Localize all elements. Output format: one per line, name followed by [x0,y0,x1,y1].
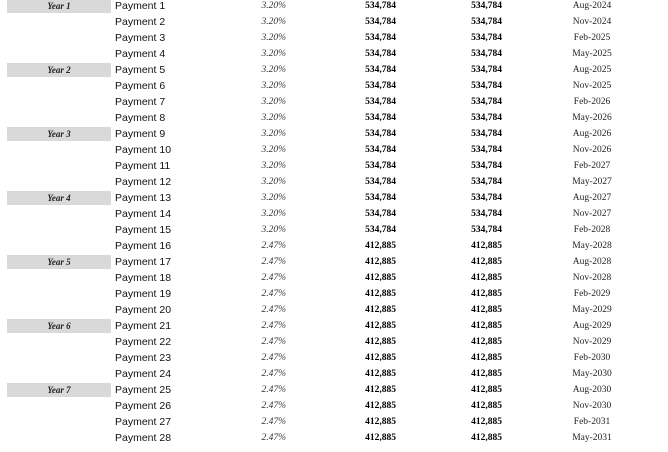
amount-value-2: 534,784 [471,177,502,187]
payment-date: Aug-2028 [572,257,612,267]
rate-value: 2.47% [261,257,286,267]
rate-value: 3.20% [261,193,286,203]
payment-label: Payment 18 [115,272,172,284]
table-row [0,62,668,78]
payment-label: Payment 21 [115,320,172,332]
payment-date: Aug-2030 [572,385,612,395]
payment-label: Payment 28 [115,432,172,444]
amount-value: 412,885 [365,385,396,395]
rate-value: 3.20% [261,129,286,139]
table-row [0,254,668,270]
year-label: Year 5 [7,255,111,269]
rate-value: 2.47% [261,353,286,363]
table-row [0,350,668,366]
payment-date: May-2025 [572,49,612,59]
amount-value: 534,784 [365,97,396,107]
amount-value: 412,885 [365,305,396,315]
amount-value-2: 534,784 [471,129,502,139]
table-row [0,286,668,302]
payment-date: Feb-2029 [573,289,611,299]
table-row [0,14,668,30]
amount-value: 534,784 [365,225,396,235]
amount-value-2: 412,885 [471,273,502,283]
payment-date: May-2028 [572,241,612,251]
amount-value: 412,885 [365,417,396,427]
payment-label: Payment 26 [115,400,172,412]
payment-date: Feb-2031 [573,417,611,427]
payment-label: Payment 12 [115,176,172,188]
rate-value: 3.20% [261,49,286,59]
rate-value: 3.20% [261,177,286,187]
rate-value: 3.20% [261,33,286,43]
table-row [0,174,668,190]
rate-value: 2.47% [261,321,286,331]
table-row [0,414,668,430]
payment-label: Payment 23 [115,352,172,364]
amount-value-2: 534,784 [471,49,502,59]
amount-value: 534,784 [365,49,396,59]
amount-value-2: 412,885 [471,289,502,299]
year-label: Year 1 [7,0,111,13]
payment-date: Aug-2026 [572,129,612,139]
rate-value: 2.47% [261,385,286,395]
table-row [0,110,668,126]
amount-value: 534,784 [365,209,396,219]
payment-label: Payment 14 [115,208,172,220]
payment-label: Payment 20 [115,304,172,316]
rate-value: 2.47% [261,273,286,283]
payment-date: May-2030 [572,369,612,379]
rate-value: 3.20% [261,145,286,155]
amount-value-2: 412,885 [471,321,502,331]
payment-label: Payment 8 [115,112,166,124]
payment-date: Feb-2030 [573,353,611,363]
payment-label: Payment 16 [115,240,172,252]
rate-value: 2.47% [261,305,286,315]
table-row [0,398,668,414]
rate-value: 2.47% [261,417,286,427]
payment-label: Payment 11 [115,160,171,172]
amount-value-2: 534,784 [471,209,502,219]
rate-value: 3.20% [261,17,286,27]
payment-label: Payment 15 [115,224,172,236]
payment-label: Payment 1 [115,0,166,12]
payment-date: Feb-2027 [573,161,611,171]
rate-value: 2.47% [261,401,286,411]
table-row [0,382,668,398]
payment-date: Nov-2029 [572,337,612,347]
payment-date: Nov-2028 [572,273,612,283]
payment-date: Feb-2028 [573,225,611,235]
payment-label: Payment 3 [115,32,166,44]
table-row [0,142,668,158]
rate-value: 2.47% [261,289,286,299]
payment-label: Payment 27 [115,416,172,428]
table-row [0,30,668,46]
amount-value-2: 534,784 [471,1,502,11]
table-row [0,222,668,238]
amount-value-2: 534,784 [471,65,502,75]
amount-value: 412,885 [365,273,396,283]
amount-value-2: 534,784 [471,33,502,43]
year-label: Year 3 [7,127,111,141]
payment-date: Feb-2025 [573,33,611,43]
payment-label: Payment 5 [115,64,166,76]
amount-value: 534,784 [365,129,396,139]
amount-value-2: 534,784 [471,17,502,27]
table-row [0,238,668,254]
payment-label: Payment 24 [115,368,172,380]
amount-value: 534,784 [365,1,396,11]
amount-value-2: 412,885 [471,433,502,443]
table-row [0,94,668,110]
amount-value-2: 412,885 [471,369,502,379]
payment-label: Payment 9 [115,128,166,140]
amount-value: 412,885 [365,289,396,299]
amount-value: 412,885 [365,353,396,363]
amount-value: 534,784 [365,177,396,187]
amount-value-2: 412,885 [471,305,502,315]
table-row [0,318,668,334]
table-row [0,206,668,222]
table-row [0,302,668,318]
payment-date: Aug-2029 [572,321,612,331]
payment-date: Nov-2025 [572,81,612,91]
rate-value: 2.47% [261,337,286,347]
table-row [0,430,668,446]
amount-value-2: 412,885 [471,417,502,427]
amount-value: 534,784 [365,81,396,91]
amount-value-2: 534,784 [471,193,502,203]
table-row [0,270,668,286]
payment-label: Payment 25 [115,384,172,396]
table-row [0,46,668,62]
table-row [0,0,668,14]
payment-label: Payment 19 [115,288,172,300]
rate-value: 3.20% [261,113,286,123]
payment-date: Aug-2027 [572,193,612,203]
table-row [0,78,668,94]
amount-value-2: 534,784 [471,225,502,235]
year-label: Year 2 [7,63,111,77]
amount-value-2: 534,784 [471,161,502,171]
rate-value: 3.20% [261,1,286,11]
year-label: Year 7 [7,383,111,397]
payment-label: Payment 13 [115,192,172,204]
rate-value: 2.47% [261,369,286,379]
rate-value: 3.20% [261,161,286,171]
amount-value: 534,784 [365,145,396,155]
amount-value-2: 534,784 [471,97,502,107]
amount-value-2: 412,885 [471,353,502,363]
amount-value: 534,784 [365,33,396,43]
rate-value: 3.20% [261,209,286,219]
amount-value: 412,885 [365,241,396,251]
payment-label: Payment 4 [115,48,166,60]
payment-label: Payment 10 [115,144,172,156]
amount-value-2: 412,885 [471,241,502,251]
payment-date: Aug-2025 [572,65,612,75]
rate-value: 2.47% [261,433,286,443]
amount-value: 412,885 [365,337,396,347]
year-label: Year 4 [7,191,111,205]
amount-value: 412,885 [365,369,396,379]
amount-value: 412,885 [365,433,396,443]
amount-value: 534,784 [365,17,396,27]
payment-date: Feb-2026 [573,97,611,107]
payment-date: May-2031 [572,433,612,443]
rate-value: 3.20% [261,225,286,235]
table-row [0,190,668,206]
amount-value: 534,784 [365,193,396,203]
amount-value: 534,784 [365,65,396,75]
amount-value: 412,885 [365,401,396,411]
amount-value-2: 412,885 [471,385,502,395]
rate-value: 2.47% [261,241,286,251]
payment-label: Payment 6 [115,80,166,92]
table-row [0,158,668,174]
payment-label: Payment 2 [115,16,166,28]
payment-date: Nov-2024 [572,17,612,27]
table-row [0,126,668,142]
amount-value: 412,885 [365,321,396,331]
amount-value: 412,885 [365,257,396,267]
year-label: Year 6 [7,319,111,333]
rate-value: 3.20% [261,97,286,107]
payment-label: Payment 22 [115,336,172,348]
amount-value-2: 534,784 [471,81,502,91]
amount-value: 534,784 [365,113,396,123]
amount-value-2: 534,784 [471,145,502,155]
payment-label: Payment 7 [115,96,166,108]
payment-date: Nov-2030 [572,401,612,411]
rate-value: 3.20% [261,81,286,91]
payment-date: May-2029 [572,305,612,315]
amount-value-2: 412,885 [471,337,502,347]
payment-date: Nov-2026 [572,145,612,155]
rate-value: 3.20% [261,65,286,75]
table-row [0,334,668,350]
amount-value-2: 534,784 [471,113,502,123]
payment-label: Payment 17 [115,256,172,268]
payment-date: May-2027 [572,177,612,187]
amount-value: 534,784 [365,161,396,171]
payment-date: Aug-2024 [572,1,612,11]
payment-date: Nov-2027 [572,209,612,219]
table-row [0,366,668,382]
amount-value-2: 412,885 [471,401,502,411]
payment-date: May-2026 [572,113,612,123]
amount-value-2: 412,885 [471,257,502,267]
